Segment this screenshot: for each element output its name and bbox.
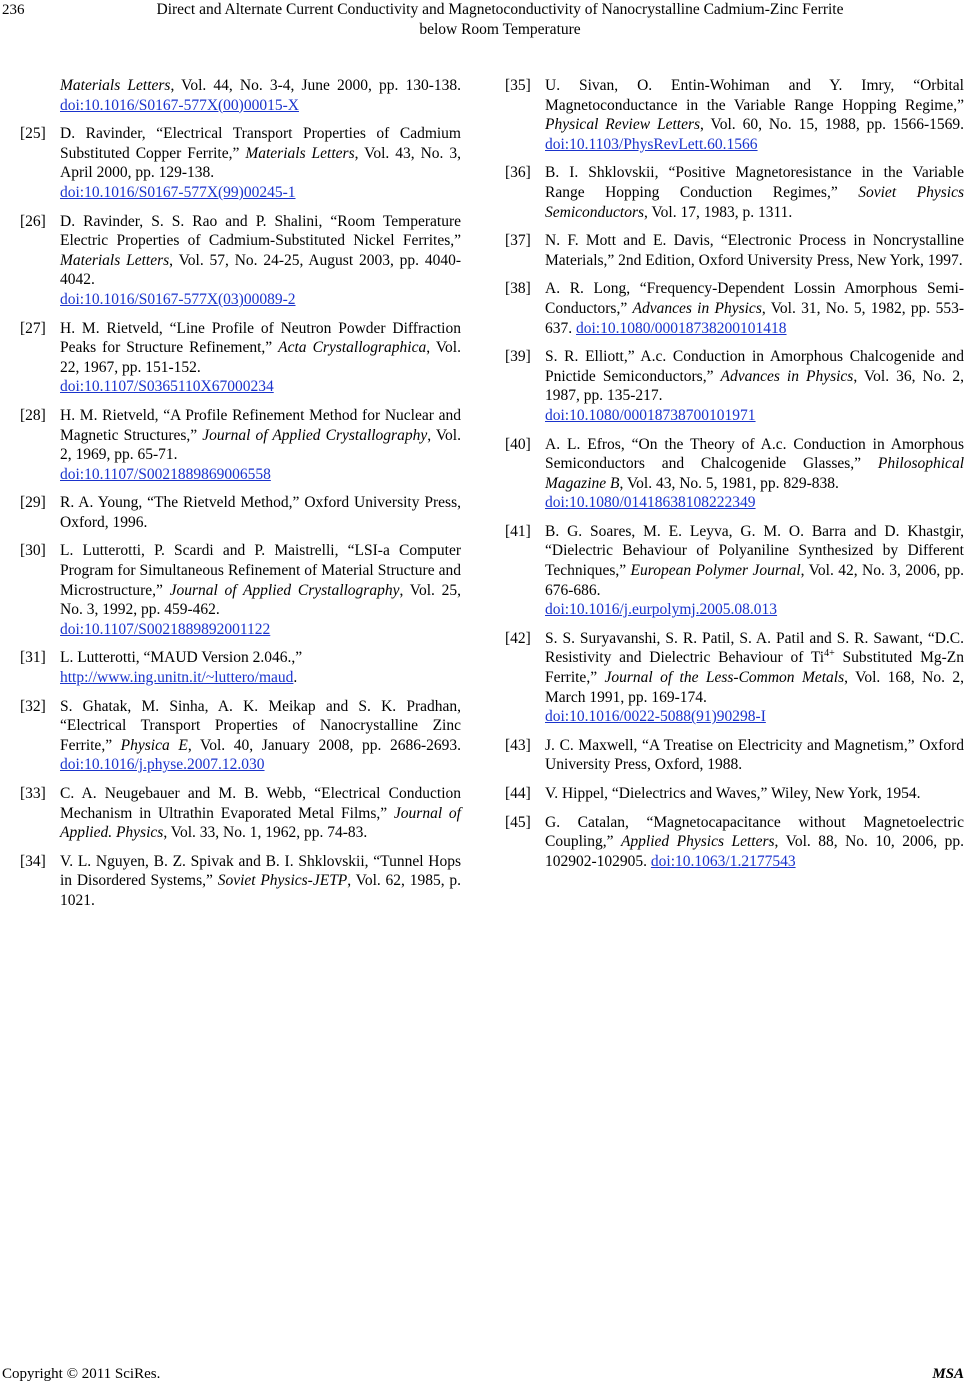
doi-link[interactable]: doi:10.1016/0022-5088(91)90298-I — [545, 708, 766, 726]
reference-41: [41] B. G. Soares, M. E. Leyva, G. M. O. Barra and D. Khastgir, “Dielectric Behaviour of Polyaniline Synthesized by Different Techniques,” European Polymer Journal, Vol. 42, No. 3, 2006, pp. 676-686. doi:10.1016/j.eurpolymj.2005.08.013 — [505, 522, 964, 619]
reference-44: [44] V. Hippel, “Dielectrics and Waves,” Wiley, New York, 1954. — [505, 785, 921, 802]
reference-34: [34] V. L. Nguyen, B. Z. Spivak and B. I. Shklovskii, “Tunnel Hops in Disordered Systems,” Soviet Physics-JETP, Vol. 62, 1985, p. 1021. — [20, 852, 461, 909]
journal-abbreviation: MSA — [932, 1366, 964, 1382]
copyright-notice: Copyright © 2011 SciRes. — [2, 1366, 161, 1382]
reference-30: [30] L. Lutterotti, P. Scardi and P. Maistrelli, “LSI-a Computer Program for Simultaneous Refinement of Material Structure and Microstructure,” Journal of Applied Crystallography, Vol. 25, No. 3, 1992, pp. 459-462. doi:10.1107/S0021889892001122 — [20, 542, 461, 638]
reference-28: [28] H. M. Rietveld, “A Profile Refinement Method for Nuclear and Magnetic Structures,” Journal of Applied Crystallography, Vol. 2, 1969, pp. 65-71. doi:10.1107/S0021889869006558 — [20, 406, 461, 483]
reference-29: [29] R. A. Young, “The Rietveld Method,” Oxford University Press, Oxford, 1996. — [20, 494, 461, 531]
doi-link[interactable]: doi:10.1016/S0167-577X(03)00089-2 — [60, 290, 296, 308]
reference-33: [33] C. A. Neugebauer and M. B. Webb, “Electrical Conduction Mechanism in Ultrathin Evaporated Metal Films,” Journal of Applied. Physics, Vol. 33, No. 1, 1962, pp. 74-83. — [20, 785, 461, 842]
reference-32: [32] S. Ghatak, M. Sinha, A. K. Meikap and S. K. Pradhan, “Electrical Transport Properties of Nanocrystalline Zinc Ferrite,” Physica E, Vol. 40, January 2008, pp. 2686-2693. doi:10.1016/j.physe.2007.12.030 — [20, 697, 461, 774]
running-title — [60, 0, 940, 40]
doi-link[interactable]: doi:10.1107/S0021889869006558 — [60, 465, 271, 483]
doi-link[interactable]: doi:10.1063/1.2177543 — [650, 852, 796, 870]
url-link[interactable]: http://www.ing.unitn.it/~luttero/maud — [60, 669, 294, 687]
doi-link[interactable]: doi:10.1016/S0167-577X(99)00245-1 — [60, 183, 296, 201]
reference-42: [42] S. S. Suryavanshi, S. R. Patil, S. A. Patil and S. R. Sawant, “D.C. Resistivity and Dielectric Behaviour of $Ti^{4+}$ Substituted Mg-Zn Ferrite,” Journal of the Less-Common Metals, Vol. 168, No. 2, March 1991, pp. 169-174. doi:10.1016/0022-5088(91)90298-I — [505, 629, 964, 726]
reference-continuation: Materials Letters, Vol. 44, No. 3-4, June 2000, pp. 130-138. doi:10.1016/S0167-577X(00)00015-X — [60, 77, 461, 114]
running-title-line2: below Room Temperature — [419, 21, 581, 38]
page-number: 236 — [2, 2, 25, 18]
reference-39: [39] S. R. Elliott,” A.c. Conduction in Amorphous Chalcogenide and Pnictide Semiconductors,” Advances in Physics, Vol. 36, No. 2, 1987, pp. 135-217. doi:10.1080/00018738700101971 — [505, 348, 964, 424]
reference-31: [31] L. Lutterotti, “MAUD Version 2.046.,” http://www.ing.unitn.it/~luttero/maud. — [20, 649, 303, 687]
page-header — [0, 0, 968, 44]
reference-25: [25] D. Ravinder, “Electrical Transport Properties of Cadmium Substituted Copper Ferrite,” Materials Letters, Vol. 43, No. 3, April 2000, pp. 129-138. doi:10.1016/S0167-577X(99)00245-1 — [20, 125, 461, 201]
reference-26: [26] D. Ravinder, S. S. Rao and P. Shalini, “Room Temperature Electric Properties of Cadmium-Substituted Nickel Ferrites,” Materials Letters, Vol. 57, No. 24-25, August 2003, pp. 4040-4042. doi:10.1016/S0167-577X(03)00089-2 — [20, 212, 461, 308]
reference-40: [40] A. L. Efros, “On the Theory of A.c. Conduction in Amorphous Semiconductors and Chalcogenide Glasses,” Philosophical Magazine B, Vol. 43, No. 5, 1981, pp. 829-838. doi:10.1080/01418638108222349 — [505, 435, 964, 512]
reference-35: [35] U. Sivan, O. Entin-Wohiman and Y. Imry, “Orbital Magnetoconductance in the Variable Range Hopping Regime,” Physical Review Letters, Vol. 60, No. 15, 1988, pp. 1566-1569. doi:10.1103/PhysRevLett.60.1566 — [505, 77, 964, 153]
reference-43: [43] J. C. Maxwell, “A Treatise on Electricity and Magnetism,” Oxford University Press, Oxford, 1988. — [505, 736, 964, 774]
reference-36: [36] B. I. Shklovskii, “Positive Magnetoresistance in the Variable Range Hopping Conduction Regimes,” Soviet Physics Semiconductors, Vol. 17, 1983, p. 1311. — [505, 164, 964, 221]
doi-link[interactable]: doi:10.1080/00018738200101418 — [576, 319, 787, 337]
doi-link[interactable]: doi:10.1016/j.physe.2007.12.030 — [60, 756, 265, 774]
running-title-line1: Direct and Alternate Current Conductivity and Magnetoconductivity of Nanocrystalline Cadmium-Zinc Ferrite — [156, 1, 844, 18]
doi-link[interactable]: doi:10.1016/S0167-577X(00)00015-X — [60, 96, 299, 114]
doi-link[interactable]: doi:10.1107/S0021889892001122 — [60, 620, 271, 638]
reference-27: [27] H. M. Rietveld, “Line Profile of Neutron Powder Diffraction Peaks for Structure Refinement,” Acta Crystallographica, Vol. 22, 1967, pp. 151-152. doi:10.1107/S0365110X67000234 — [20, 319, 461, 396]
reference-38: [38] A. R. Long, “Frequency-Dependent Lossin Amorphous Semi-Conductors,” Advances in Physics, Vol. 31, No. 5, 1982, pp. 553-637. doi:10.1080/00018738200101418 — [505, 280, 964, 337]
page-footer — [0, 1366, 968, 1386]
doi-link[interactable]: doi:10.1103/PhysRevLett.60.1566 — [545, 135, 758, 153]
reference-37: [37] N. F. Mott and E. Davis, “Electronic Process in Noncrystalline Materials,” 2nd Edition, Oxford University Press, New York, 1997. — [505, 232, 964, 269]
doi-link[interactable]: doi:10.1080/01418638108222349 — [545, 494, 756, 512]
doi-link[interactable]: doi:10.1016/j.eurpolymj.2005.08.013 — [545, 601, 778, 619]
right-column — [505, 76, 964, 880]
doi-link[interactable]: doi:10.1107/S0365110X67000234 — [60, 378, 274, 396]
left-column — [20, 76, 461, 920]
reference-45: [45] G. Catalan, “Magnetocapacitance without Magnetoelectric Coupling,” Applied Physics Letters, Vol. 88, No. 10, 2006, pp. 102902-102905. doi:10.1063/1.2177543 — [505, 813, 964, 870]
doi-link[interactable]: doi:10.1080/00018738700101971 — [545, 406, 756, 424]
